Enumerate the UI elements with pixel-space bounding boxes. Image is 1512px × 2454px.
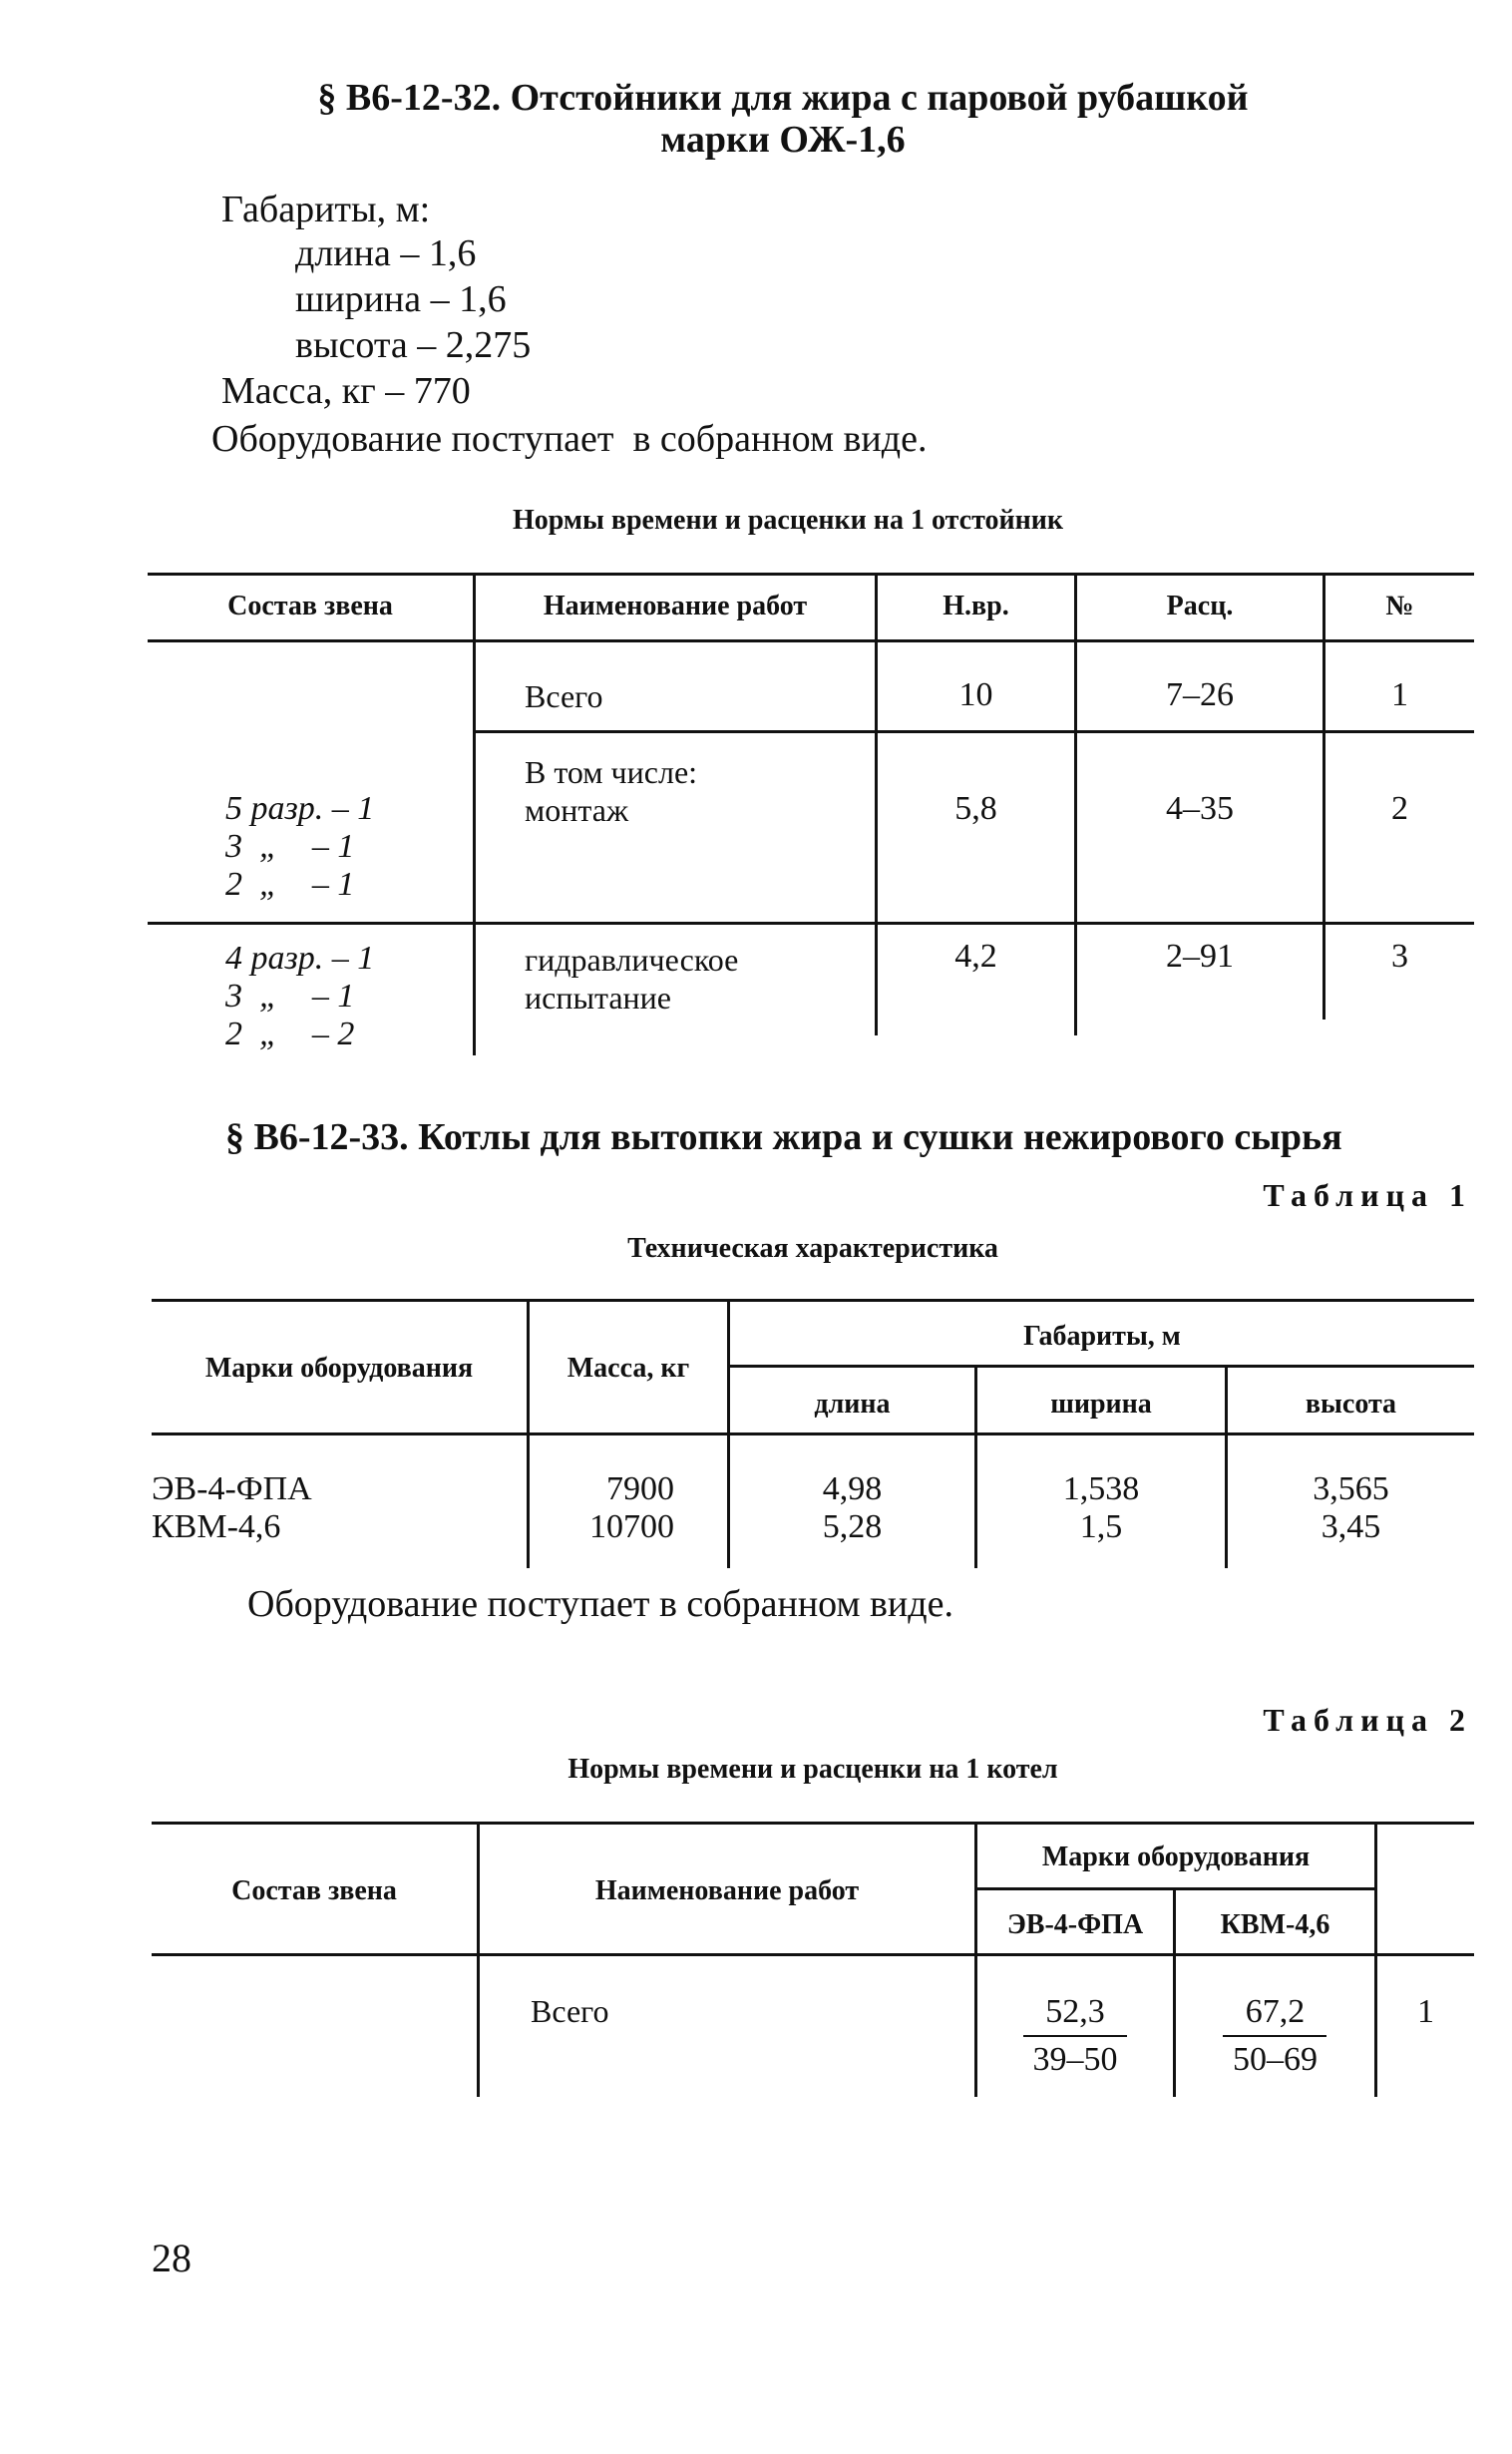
t1-row3-crew3: 2 „ – 2: [225, 1016, 355, 1052]
t2-row1-work: Всего: [531, 1993, 609, 2029]
tech-row2-mass: 10700: [589, 1508, 674, 1545]
t1-row2-crew1: 5 разр. – 1: [225, 790, 375, 827]
table1-label: Таблица 1: [1263, 1177, 1472, 1213]
spec-massa: Масса, кг – 770: [221, 370, 471, 412]
t2-header-mark2: КВМ-4,6: [1220, 1909, 1330, 1940]
tech-header-shirina: ширина: [1050, 1389, 1152, 1420]
t1-row1-work: Всего: [525, 678, 603, 714]
table2-label: Таблица 2: [1263, 1702, 1472, 1738]
t2-row1-v2-bot: 50–69: [1233, 2041, 1318, 2078]
spec-vysota: высота – 2,275: [295, 324, 532, 366]
t1-row2-rasc: 4–35: [1166, 790, 1234, 827]
table1-tech-caption: Техническая характеристика: [627, 1233, 998, 1264]
t1-row1-nvr: 10: [958, 676, 993, 713]
tech-row2-dlina: 5,28: [822, 1508, 883, 1545]
spec-note: Оборудование поступает в собранном виде.: [211, 418, 928, 460]
tech-header-dlina: длина: [814, 1389, 891, 1420]
tech-header-vysota: высота: [1305, 1389, 1397, 1420]
tech-row1-mark: ЭВ-4-ФПА: [152, 1470, 312, 1507]
tech-header-gabarity: Габариты, м: [1023, 1321, 1181, 1352]
tech-row1-dlina: 4,98: [822, 1470, 883, 1507]
t1-row3-crew1: 4 разр. – 1: [225, 940, 375, 977]
section1-title-line1: § В6-12-32. Отстойники для жира с паровой рубашкой: [317, 77, 1249, 119]
tech-row1-vysota: 3,565: [1313, 1470, 1389, 1507]
t1-row1-rasc: 7–26: [1166, 676, 1234, 713]
t1-row3-rasc: 2–91: [1166, 938, 1234, 975]
t2-row1-v2-top: 67,2: [1245, 1993, 1306, 2030]
table2-caption: Нормы времени и расценки на 1 котел: [567, 1754, 1058, 1785]
t2-row1-v1-bot: 39–50: [1032, 2041, 1118, 2078]
t1-row2-num: 2: [1391, 790, 1408, 827]
t1-row2-work1: В том числе:: [525, 754, 698, 790]
t1-row2-crew3: 2 „ – 1: [225, 866, 355, 903]
spec-dlina: длина – 1,6: [295, 232, 477, 274]
t2-header-sostav: Состав звена: [231, 1875, 397, 1906]
t1-header-naim: Наименование работ: [543, 591, 808, 621]
t1-row2-crew2: 3 „ – 1: [225, 828, 355, 865]
t1-header-num: №: [1385, 591, 1414, 621]
table1-caption: Нормы времени и расценки на 1 отстойник: [512, 505, 1064, 536]
t1-row2-nvr: 5,8: [954, 790, 997, 827]
spec-shirina: ширина – 1,6: [295, 278, 507, 320]
page-number: 28: [152, 2236, 191, 2280]
t1-row1-num: 1: [1391, 676, 1408, 713]
tech-row1-shirina: 1,538: [1062, 1470, 1140, 1507]
t2-header-mark1: ЭВ-4-ФПА: [1006, 1909, 1144, 1940]
t1-row3-work1: гидравлическое: [525, 942, 739, 978]
t1-row2-work2: монтаж: [525, 792, 629, 828]
section1-title-line2: марки ОЖ-1,6: [660, 119, 906, 161]
t1-row3-num: 3: [1391, 938, 1408, 975]
t2-header-naim: Наименование работ: [594, 1875, 860, 1906]
spec-gabarity: Габариты, м:: [221, 189, 431, 230]
t2-row1-num: 1: [1417, 1993, 1434, 2030]
t1-row3-nvr: 4,2: [954, 938, 997, 975]
section2-note: Оборудование поступает в собранном виде.: [247, 1583, 953, 1625]
tech-row2-shirina: 1,5: [1079, 1508, 1123, 1545]
t1-row3-crew2: 3 „ – 1: [225, 978, 355, 1015]
t2-row1-v1-top: 52,3: [1045, 1993, 1105, 2030]
t1-header-nvr: Н.вр.: [943, 591, 1009, 621]
t1-header-rasc: Расц.: [1166, 591, 1234, 621]
tech-row2-mark: КВМ-4,6: [152, 1508, 281, 1545]
t1-row3-work2: испытание: [525, 980, 671, 1016]
section2-title: § В6-12-33. Котлы для вытопки жира и сушки нежирового сырья: [225, 1116, 1342, 1158]
tech-header-marki: Марки оборудования: [204, 1353, 474, 1384]
t2-header-marki: Марки оборудования: [1041, 1841, 1311, 1872]
tech-row2-vysota: 3,45: [1321, 1508, 1381, 1545]
tech-header-massa: Масса, кг: [567, 1353, 690, 1384]
t1-header-sostav: Состав звена: [227, 591, 393, 621]
tech-row1-mass: 7900: [606, 1470, 674, 1507]
